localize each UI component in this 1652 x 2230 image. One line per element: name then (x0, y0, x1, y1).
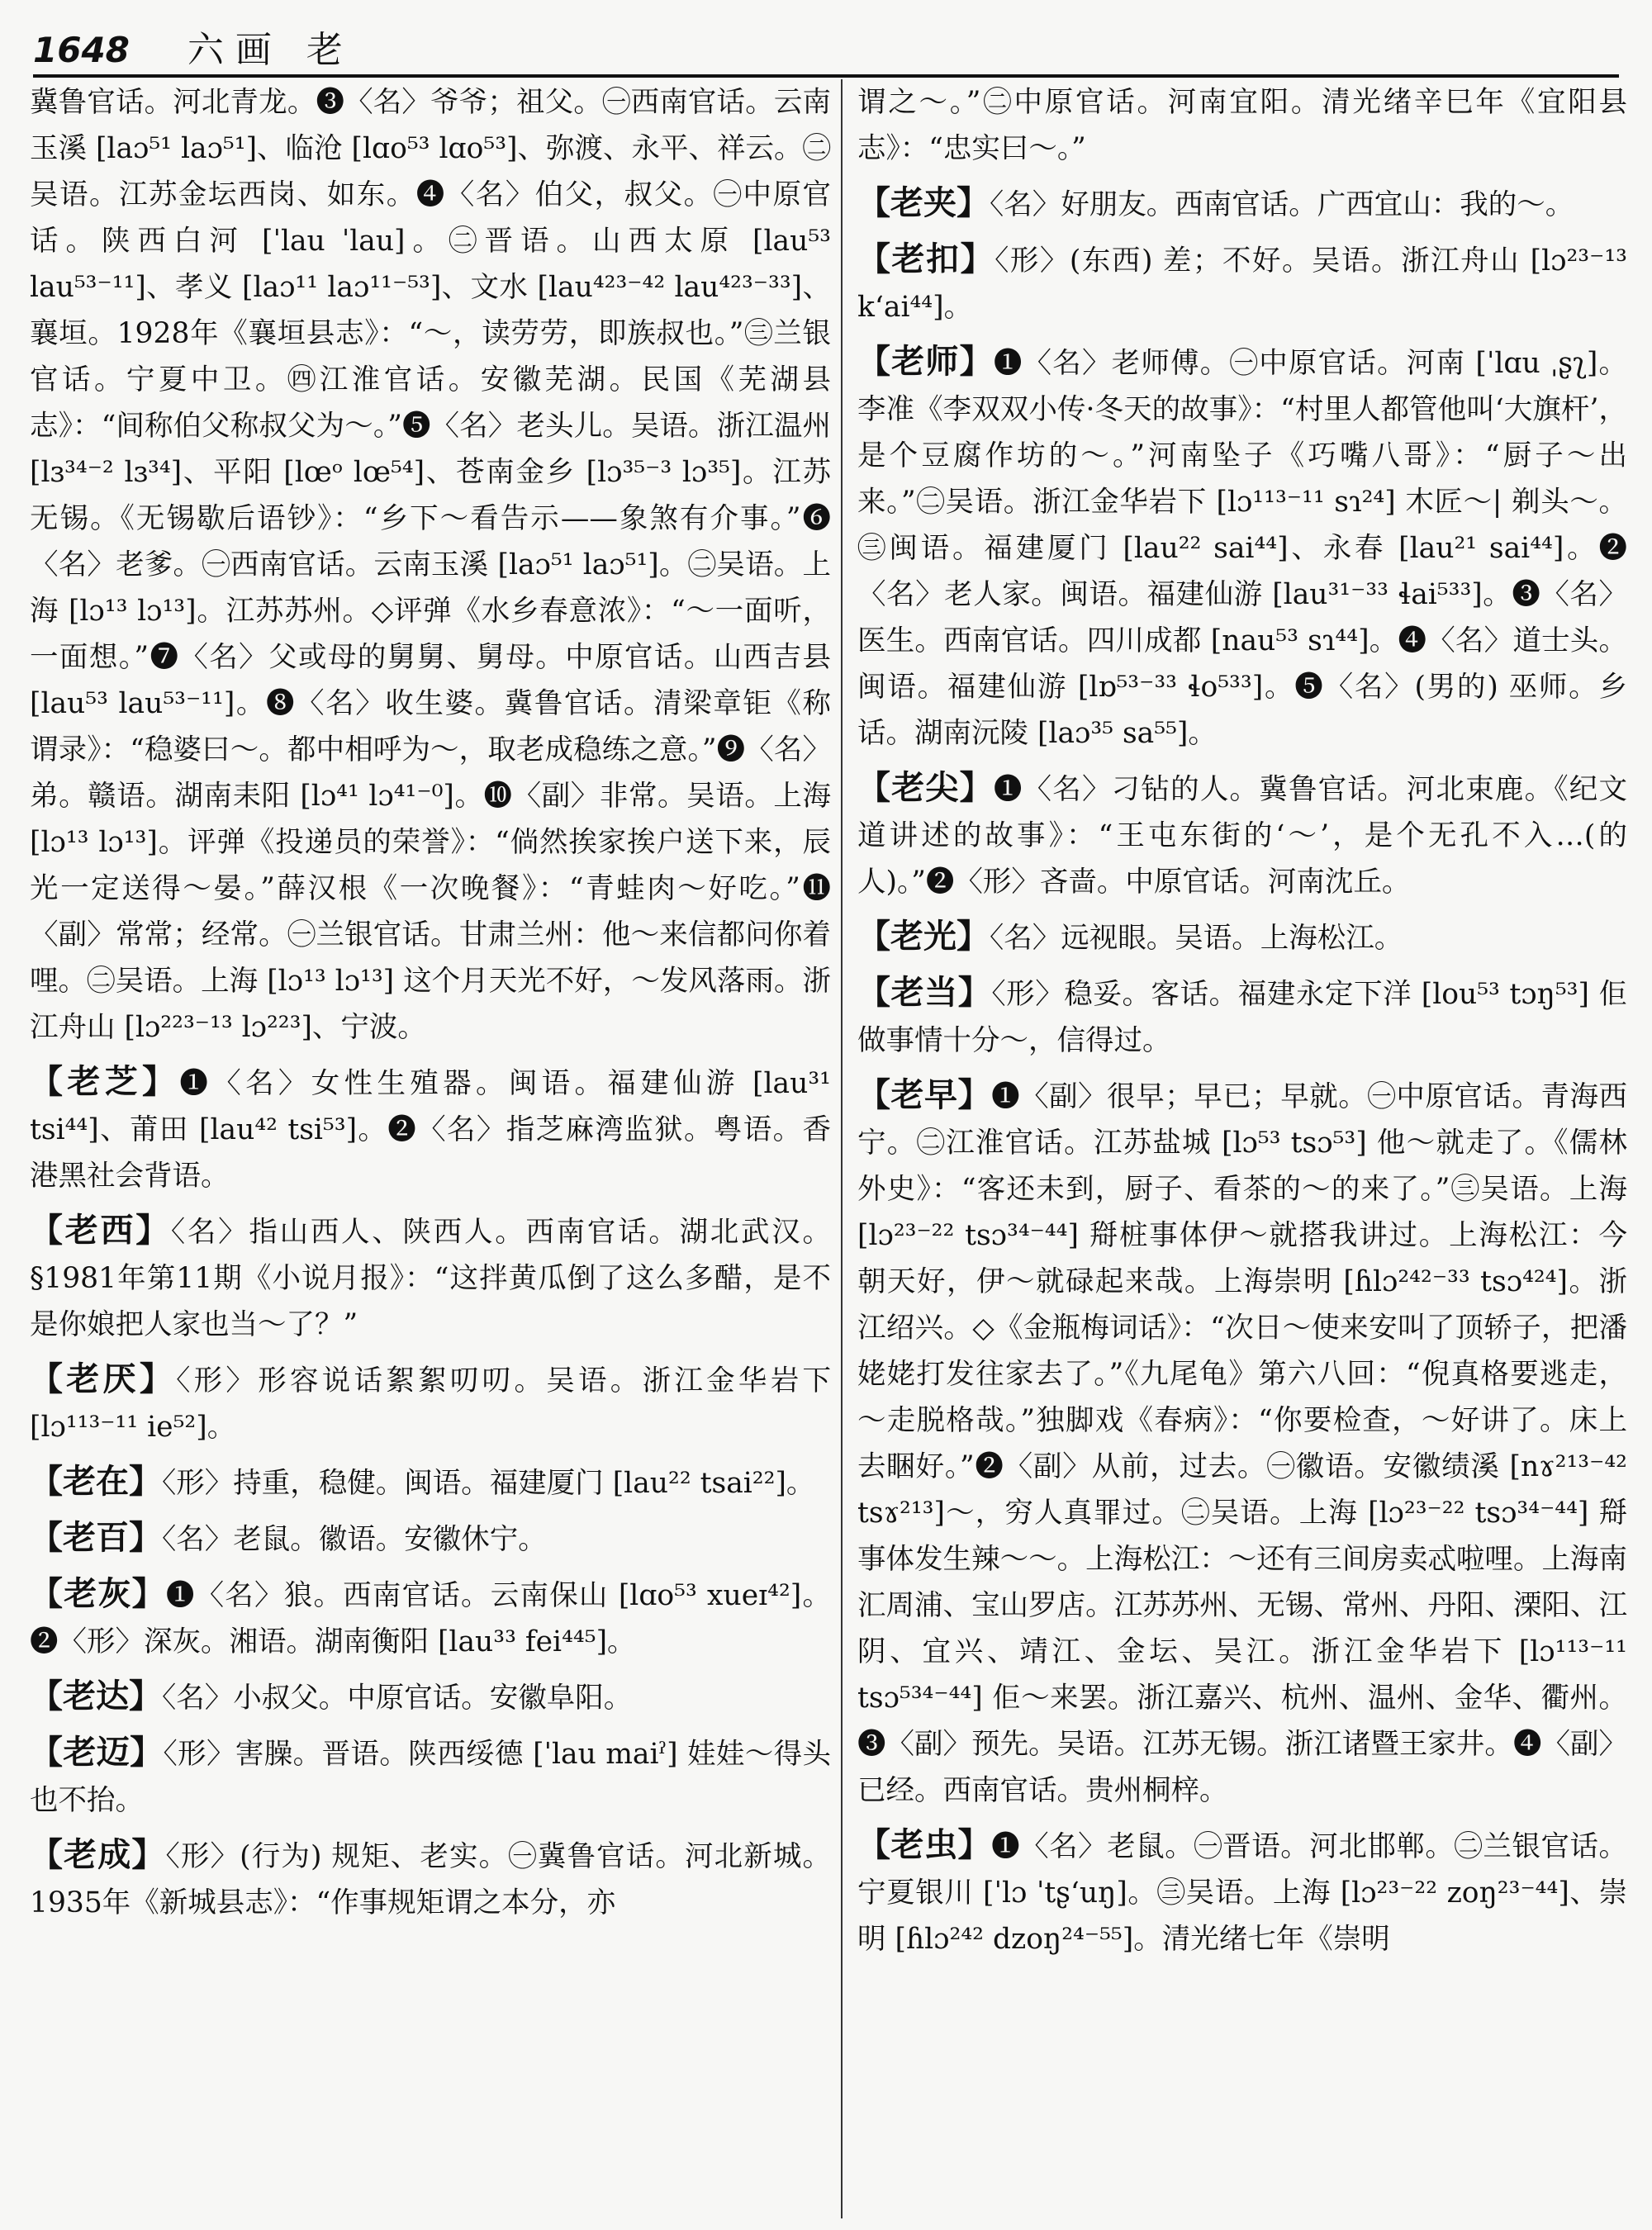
headword: 【老师】 (857, 343, 994, 381)
entry-text: 〈名〉指山西人、陕西人。西南官话。湖北武汉。§1981年第11期《小说月报》：“这拌黄瓜倒了这么多醋，是不是你娘把人家也当～了？” (30, 1216, 831, 1341)
entry-text: 〈形〉害臊。晋语。陕西绥德 [ˈlau maiˀ] 娃娃～得头也不抬。 (30, 1738, 831, 1817)
entry-text: 〈名〉好朋友。西南官话。广西宜山：我的～。 (990, 188, 1574, 221)
entry-lao-dang (857, 970, 1627, 1064)
entry-text: ❶〈名〉刁钻的人。冀鲁官话。河北束鹿。《纪文道讲述的故事》：“王屯东街的‘～’，是个无孔不入…(的人)。”❷〈形〉吝啬。中原官话。河南沈丘。 (857, 773, 1627, 899)
entry-text: 〈名〉老鼠。徽语。安徽休宁。 (162, 1523, 547, 1556)
headword: 【老西】 (30, 1212, 171, 1250)
headword: 【老灰】 (30, 1575, 166, 1613)
headword: 【老虫】 (857, 1826, 992, 1864)
entry-lao-kou (857, 236, 1627, 330)
headword: 【老芝】 (30, 1063, 180, 1101)
headword: 【老早】 (857, 1076, 992, 1114)
headword: 【老迈】 (30, 1734, 164, 1772)
headword: 【老当】 (857, 974, 992, 1012)
entry-lao-zao (857, 1072, 1627, 1814)
entry-lao-hui (30, 1571, 831, 1665)
headword: 【老光】 (857, 918, 990, 956)
headword: 【老尖】 (857, 769, 994, 807)
entry-text: 〈形〉持重，稳健。闽语。福建厦门 [lau²² tsai²²]。 (162, 1467, 815, 1500)
left-column (30, 79, 831, 2218)
entry-lao-bai (30, 1515, 831, 1563)
entry-lao-xi (30, 1208, 831, 1348)
headword: 【老在】 (30, 1463, 162, 1501)
entry-text: 〈形〉形容说话絮絮叨叨。吴语。浙江金华岩下 [lɔ¹¹³⁻¹¹ ie⁵²]。 (30, 1364, 831, 1444)
entry-lao-zhi (30, 1059, 831, 1199)
entry-text: ❶〈名〉女性生殖器。闽语。福建仙游 [lau³¹ tsi⁴⁴]、莆田 [lau⁴² tsi⁵³]。❷〈名〉指芝麻湾监狱。粤语。香港黑社会背语。 (30, 1067, 831, 1193)
entry-lao-guang (857, 913, 1627, 961)
entry-text: ❶〈名〉老鼠。㊀晋语。河北邯郸。㊁兰银官话。宁夏银川 [ˈlɔ ˈtʂʻuŋ]。㊂吴语。上海 [lɔ²³⁻²² zoŋ²³⁻⁴⁴]、崇明 [ɦlɔ²⁴² dzoŋ²⁴⁻⁵⁵]。清光绪七年《崇明 (857, 1830, 1627, 1956)
headword: 【老百】 (30, 1519, 162, 1557)
entry-text: ❶〈名〉老师傅。㊀中原官话。河南 [ˈlɑu ˌʂʅ]。李准《李双双小传·冬天的故事》：“村里人都管他叫‘大旗杆’，是个豆腐作坊的～。”河南坠子《巧嘴八哥》：“厨子～出来。”㊁吴语。浙江金华岩下 [lɔ¹¹³⁻¹¹ sɿ²⁴] 木匠～| 剃头～。㊂闽语。福建厦门 [lau²² sai⁴⁴]、永春 [lau²¹ sai⁴⁴]。❷〈名〉老人家。闽语。福建仙游 [lau³¹⁻³³ ɬai⁵³³]。❸〈名〉医生。西南官话。四川成都 [nau⁵³ sɿ⁴⁴]。❹〈名〉道士头。闽语。福建仙游 [lɒ⁵³⁻³³ ɬo⁵³³]。❺〈名〉(男的) 巫师。乡话。湖南沅陵 [laɔ³⁵ sa⁵⁵]。 (857, 347, 1627, 750)
entry-lao-chong (857, 1822, 1627, 1962)
entry-text: ❶〈名〉狼。西南官话。云南保山 [lɑo⁵³ xueɪ⁴²]。❷〈形〉深灰。湘语。湖南衡阳 [lau³³ fei⁴⁴⁵]。 (30, 1579, 831, 1658)
running-title: 六画 老 (187, 29, 354, 71)
headword: 【老成】 (30, 1836, 166, 1874)
entry-lao-yan (30, 1356, 831, 1450)
entry-lao-shi (857, 339, 1627, 757)
headword: 【老达】 (30, 1677, 162, 1715)
entry-continuation (857, 79, 1627, 172)
headword: 【老夹】 (857, 184, 990, 222)
headword: 【老厌】 (30, 1360, 177, 1398)
page-header (33, 20, 1619, 78)
page-number: 1648 (33, 30, 130, 70)
entry-continuation (30, 79, 831, 1051)
right-column (857, 79, 1627, 2218)
entry-text: 〈形〉稳妥。客话。福建永定下洋 [lou⁵³ tɔŋ⁵³] 佢做事情十分～，信得过。 (857, 978, 1627, 1057)
entry-lao-jia (857, 180, 1627, 228)
entry-lao-jian (857, 765, 1627, 905)
entry-lao-cheng (30, 1832, 831, 1926)
column-divider (841, 79, 843, 2218)
entry-lao-zai (30, 1459, 831, 1506)
entry-text: 谓之～。”㊁中原官话。河南宜阳。清光绪辛巳年《宜阳县志》：“忠实曰～。” (857, 86, 1627, 165)
entry-text: 〈形〉(东西) 差；不好。吴语。浙江舟山 [lɔ²³⁻¹³ kʻai⁴⁴]。 (857, 244, 1627, 324)
entry-text: 〈名〉远视眼。吴语。上海松江。 (990, 922, 1403, 955)
entry-lao-mai (30, 1729, 831, 1824)
headword: 【老扣】 (857, 240, 995, 278)
entry-lao-da (30, 1673, 831, 1721)
entry-text: 〈名〉小叔父。中原官话。安徽阜阳。 (162, 1682, 633, 1715)
entry-text: ❶〈副〉很早；早已；早就。㊀中原官话。青海西宁。㊁江淮官话。江苏盐城 [lɔ⁵³ tsɔ⁵³] 他～就走了。《儒林外史》：“客还未到，厨子、看茶的～的来了。”㊂吴语。上海 [lɔ²³⁻²² tsɔ³⁴⁻⁴⁴] 搿桩事体伊～就搭我讲过。上海松江：今朝天好，伊～就碌起来哉。上海崇明 [ɦlɔ²⁴²⁻³³ tsɔ⁴²⁴]。浙江绍兴。◇《金瓶梅词话》：“次日～使来安叫了顶轿子，把潘姥姥打发往家去了。”《九尾龟》第六八回：“倪真格要逃走，～走脱格哉。”独脚戏《春病》：“你要检查，～好讲了。床上去睏好。”❷〈副〉从前，过去。㊀徽语。安徽绩溪 [nɤ²¹³⁻⁴² tsɤ²¹³]～，穷人真罪过。㊁吴语。上海 [lɔ²³⁻²² tsɔ³⁴⁻⁴⁴] 搿事体发生辣～～。上海松江：～还有三间房卖忒啦哩。上海南汇周浦、宝山罗店。江苏苏州、无锡、常州、丹阳、溧阳、江阴、宜兴、靖江、金坛、吴江。浙江金华岩下 [lɔ¹¹³⁻¹¹ tsɔ⁵³⁴⁻⁴⁴] 佢～来罢。浙江嘉兴、杭州、温州、金华、衢州。❸〈副〉预先。吴语。江苏无锡。浙江诸暨王家井。❹〈副〉已经。西南官话。贵州桐梓。 (857, 1080, 1627, 1807)
entry-text: 冀鲁官话。河北青龙。❸〈名〉爷爷；祖父。㊀西南官话。云南玉溪 [laɔ⁵¹ laɔ⁵¹]、临沧 [lɑo⁵³ lɑo⁵³]、弥渡、永平、祥云。㊁吴语。江苏金坛西岗、如东。❹〈名〉伯父，叔父。㊀中原官话。陕西白河 [ˈlau ˈlau]。㊁晋语。山西太原 [lau⁵³ lau⁵³⁻¹¹]、孝义 [laɔ¹¹ laɔ¹¹⁻⁵³]、文水 [lau⁴²³⁻⁴² lau⁴²³⁻³³]、襄垣。1928年《襄垣县志》：“～，读劳劳，即族叔也。”㊂兰银官话。宁夏中卫。㊃江淮官话。安徽芜湖。民国《芜湖县志》：“间称伯父称叔父为～。”❺〈名〉老头儿。吴语。浙江温州 [lɜ³⁴⁻² lɜ³⁴]、平阳 [lœᵒ lœ⁵⁴]、苍南金乡 [lɔ³⁵⁻³ lɔ³⁵]。江苏无锡。《无锡歇后语钞》：“乡下～看告示——象煞有介事。”❻〈名〉老爹。㊀西南官话。云南玉溪 [laɔ⁵¹ laɔ⁵¹]。㊁吴语。上海 [lɔ¹³ lɔ¹³]。江苏苏州。◇评弹《水乡春意浓》：“～一面听，一面想。”❼〈名〉父或母的舅舅、舅母。中原官话。山西吉县 [lau⁵³ lau⁵³⁻¹¹]。❽〈名〉收生婆。冀鲁官话。清梁章钜《称谓录》：“稳婆曰～。都中相呼为～，取老成稳练之意。”❾〈名〉弟。赣语。湖南耒阳 [lɔ⁴¹ lɔ⁴¹⁻⁰]。❿〈副〉非常。吴语。上海 [lɔ¹³ lɔ¹³]。评弹《投递员的荣誉》：“倘然挨家挨户送下来，辰光一定送得～晏。”薛汉根《一次晚餐》：“青蛙肉～好吃。”⓫〈副〉常常；经常。㊀兰银官话。甘肃兰州：他～来信都问你着哩。㊁吴语。上海 [lɔ¹³ lɔ¹³] 这个月天光不好，～发风落雨。浙江舟山 [lɔ²²³⁻¹³ lɔ²²³]、宁波。 (30, 86, 831, 1044)
entry-text: 〈形〉(行为) 规矩、老实。㊀冀鲁官话。河北新城。1935年《新城县志》：“作事规矩谓之本分，亦 (30, 1840, 831, 1919)
